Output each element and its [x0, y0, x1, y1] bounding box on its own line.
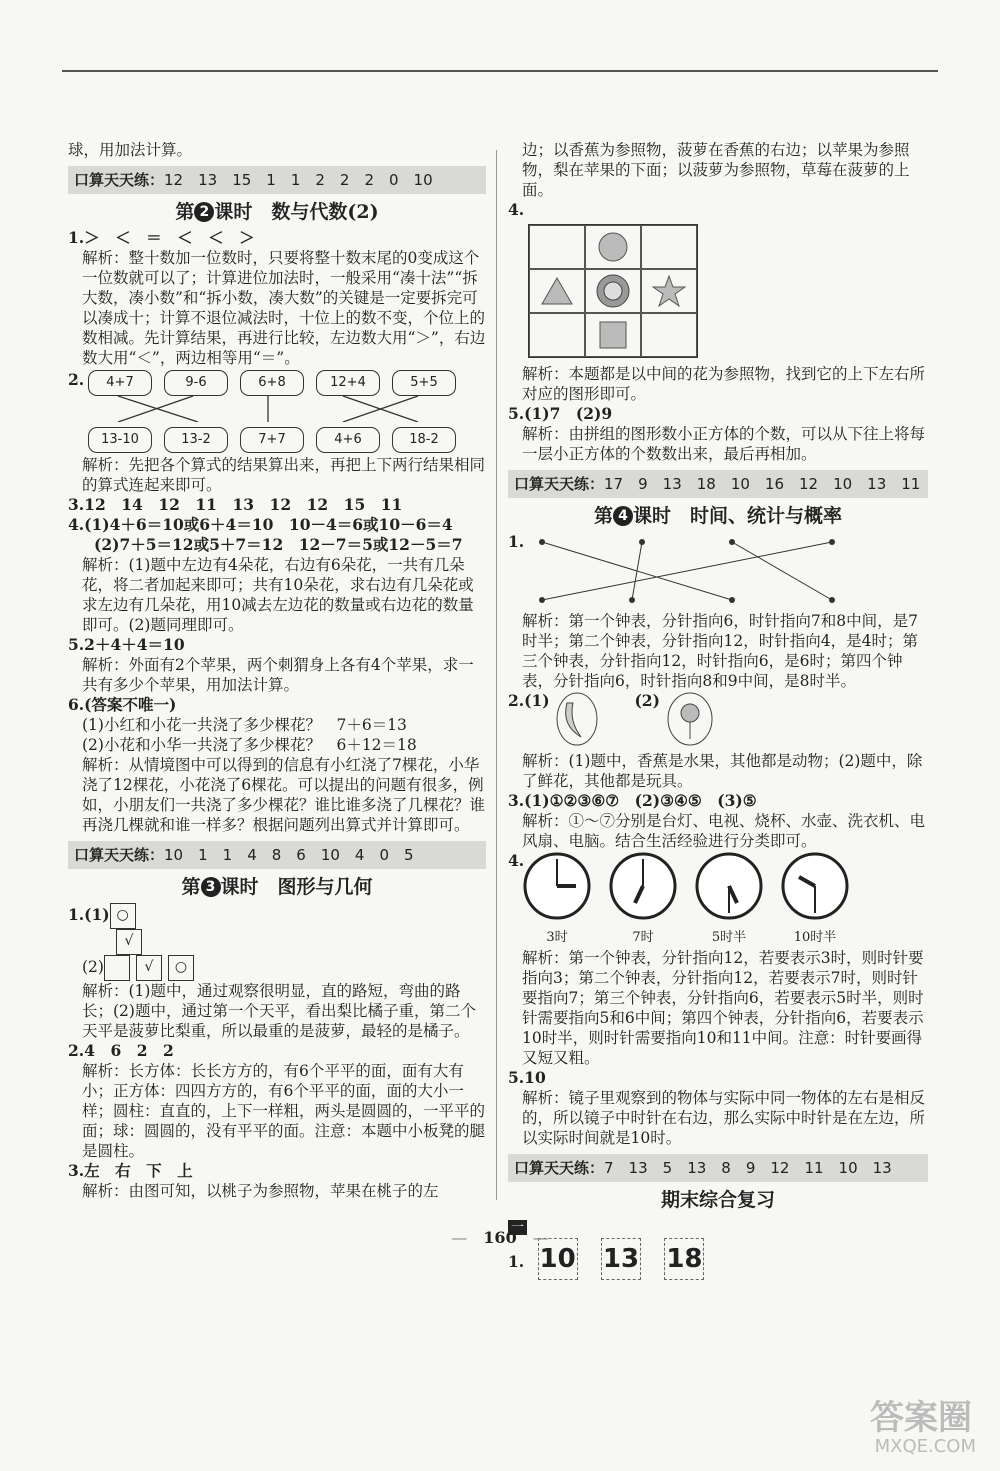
daily-drill-1: 口算天天练：12 13 15 1 1 2 2 2 0 10	[68, 166, 486, 194]
time-question-5: 5.10	[508, 1068, 546, 1087]
right-column	[508, 140, 928, 1280]
final-review-title: 期末综合复习	[660, 1189, 775, 1211]
clock-face: 7时	[608, 851, 678, 948]
geometry-question-2: 2.4 6 2 2	[68, 1041, 174, 1060]
expr-tag: 4+6	[316, 427, 380, 453]
clock-icon	[608, 851, 678, 921]
final-question-1: 1. 10 13 18	[508, 1238, 928, 1280]
triangle-icon	[540, 275, 574, 307]
geometry-analysis-3: 解析：由图可知，以桃子为参照物，苹果在桃子的左	[82, 1182, 439, 1200]
daily-drill-2: 口算天天练：10 1 1 4 8 6 10 4 0 5	[68, 841, 486, 869]
geometry-analysis-2: 解析：长方体：长长方方的，有6个平平的面，面有大有小；正方体：四四方方的，有6个平平的面，面的大小一样；圆柱：直直的，上下一样粗，两头是圆圆的，一平平的面；球：圆圆的，没有平平的面。注意：本题中小板凳的腿是圆柱。	[82, 1062, 486, 1160]
question-4-part-2: (2)7＋5＝12或5＋7＝12 12－7＝5或12－5＝7	[94, 535, 463, 554]
time-analysis-1: 解析：第一个钟表，分针指向6，时针指向7和8中间，是7时半；第二个钟表，分针指向12，时针指向4，是4时；第三个钟表，分针指向12，时针指向6，是6时；第四个钟表，分针指向6，时针指向8和9中间，是8时半。	[522, 612, 918, 690]
top-rule	[62, 70, 938, 72]
analysis-cubes: 解析：由拼组的图形数小正方体的个数，可以从下往上将每一层小正方体的个数数出来，最后再相加。	[522, 425, 926, 463]
expr-tag: 7+7	[240, 427, 304, 453]
expr-tag: 13-10	[88, 427, 152, 453]
question-1: 1.＞ ＜ ＝ ＜ ＜ ＞	[68, 228, 255, 247]
expr-tag: 18-2	[392, 427, 456, 453]
time-question-2: 2.(1) (2)	[508, 691, 928, 751]
expr-tag: 4+7	[88, 370, 152, 396]
lesson-number-badge: 3	[201, 877, 221, 897]
clock-face: 10时半	[780, 851, 850, 948]
time-analysis-2: 解析：(1)题中，香蕉是水果，其他都是动物；(2)题中，除了鲜花，其他都是玩具。	[522, 752, 923, 790]
handwriting-box: 13	[601, 1238, 641, 1280]
clock-row	[522, 851, 928, 948]
clock-icon	[694, 851, 764, 921]
time-analysis-4: 解析：第一个钟表，分针指向12，若要表示3时，则时针要指向3；第二个钟表，分针指向12，若要表示7时，则时针要指向7；第三个钟表，分针指向6，若要表示5时半，则时针需要指向5和6中间；第四个钟表，分针指向6，若要表示10时半，则时针需要指向10和11中间。注意：时针要画得又短又粗。	[522, 949, 924, 1067]
analysis-6: 解析：从情境图中可以得到的信息有小红浇了7棵花，小华浇了12棵花，小花浇了6棵花。可以提出的问题有很多，例如，小朋友们一共浇了多少棵花？谁比谁多浇了几棵花？谁再浇几棵就和谁一样多？根据问题列出算式并计算即可。	[82, 756, 486, 834]
geometry-analysis-1: 解析：(1)题中，通过观察很明显，直的路短，弯曲的路长；(2)题中，通过第一个天平，看出梨比橘子重，第二个天平是菠萝比梨重，所以最重的是菠萝，最轻的是橘子。	[82, 982, 476, 1040]
time-question-4: 4.	[508, 851, 525, 870]
lesson-3-title: 第 3 课时 图形与几何	[181, 876, 373, 898]
banana-icon	[555, 691, 599, 747]
daily-drill-3: 口算天天练：17 9 13 18 10 16 12 10 13 11	[508, 470, 928, 498]
flower-icon	[595, 273, 631, 309]
clock-match-lines	[522, 536, 922, 606]
answer-box-circle: ○	[110, 903, 136, 929]
position-grid	[528, 224, 698, 358]
match-bottom-row	[88, 427, 486, 453]
time-question-1: 1.	[508, 532, 525, 551]
square-icon	[598, 320, 628, 350]
clock-icon	[522, 851, 592, 921]
time-analysis-3: 解析：①～⑦分别是台灯、电视、烧杯、水壶、洗衣机、电风扇、电脑。结合生活经验进行分类即可。	[522, 812, 926, 850]
geometry-question-1-part-2: (2) √ ○	[68, 955, 486, 981]
left-column	[68, 140, 486, 1201]
answer-box-circle: ○	[168, 955, 194, 981]
flower-bouquet-icon	[665, 691, 715, 747]
circle-icon	[597, 231, 629, 263]
question-3: 3.12 14 12 11 13 12 12 15 11	[68, 495, 403, 514]
watermark-logo: 答案圈	[870, 1398, 972, 1438]
continued-analysis: 边；以香蕉为参照物，菠萝在香蕉的右边；以苹果为参照物，梨在苹果的下面；以菠萝为参照物，草莓在菠萝的上面。	[522, 141, 910, 199]
watermark-url: MXQE.COM	[874, 1436, 976, 1457]
page-number: — 160 —	[451, 1228, 549, 1247]
final-section-label: 一	[508, 1216, 928, 1238]
question-5: 5.2＋4＋4＝10	[68, 635, 185, 654]
lesson-number-badge: 4	[613, 506, 633, 526]
lesson-number-badge: 2	[194, 202, 214, 222]
column-divider	[496, 150, 497, 1200]
handwriting-box: 18	[664, 1238, 704, 1280]
analysis-grid: 解析：本题都是以中间的花为参照物，找到它的上下左右所对应的图形即可。	[522, 365, 926, 403]
expr-tag: 6+8	[240, 370, 304, 396]
geometry-question-3: 3.左 右 下 上	[68, 1161, 193, 1180]
lesson-4-title: 第 4 课时 时间、统计与概率	[593, 505, 843, 527]
analysis-5: 解析：外面有2个苹果，两个刺猬身上各有4个苹果，求一共有多少个苹果，用加法计算。	[82, 656, 474, 694]
geometry-answer-row	[68, 929, 486, 955]
match-lines	[88, 396, 468, 422]
question-6-part-2: (2)小花和小华一共浇了多少棵花？ 6＋12＝18	[82, 736, 417, 754]
question-6: 6.(答案不唯一)	[68, 695, 177, 714]
analysis-2: 解析：先把各个算式的结果算出来，再把上下两行结果相同的算式连起来即可。	[82, 456, 486, 494]
question-2: 2.	[68, 370, 85, 389]
lesson-2-title: 第 2 课时 数与代数(2)	[175, 201, 379, 223]
clock-face: 5时半	[694, 851, 764, 948]
geometry-question-1: 1.(1) ○	[68, 903, 486, 929]
expr-tag: 12+4	[316, 370, 380, 396]
expr-tag: 13-2	[164, 427, 228, 453]
answer-box-check: √	[116, 929, 142, 955]
time-analysis-5: 解析：镜子里观察到的物体与实际中同一物体的左右是相反的，所以镜子中时针在右边，那么实际中时针是在左边，所以实际时间就是10时。	[522, 1089, 926, 1147]
analysis-4: 解析：(1)题中左边有4朵花，右边有6朵花，一共有几朵花，将二者加起来即可；共有10朵花，求右边有几朵花或求左边有几朵花，用10减去左边花的数量或右边花的数量即可。(2)题同理即可。	[82, 556, 474, 634]
star-icon	[652, 274, 686, 308]
time-question-3: 3.(1)①②③⑥⑦ (2)③④⑤ (3)⑤	[508, 791, 757, 810]
match-top-row	[88, 370, 486, 396]
answer-box-empty	[104, 955, 130, 981]
clock-face: 3时	[522, 851, 592, 948]
continued-text: 球，用加法计算。	[68, 141, 193, 159]
handwriting-box: 10	[538, 1238, 578, 1280]
expr-tag: 9-6	[164, 370, 228, 396]
answer-box-check: √	[136, 955, 162, 981]
question-6-part-1: (1)小红和小花一共浇了多少棵花？ 7＋6＝13	[82, 716, 407, 734]
daily-drill-4: 口算天天练：7 13 5 13 8 9 12 11 10 13	[508, 1154, 928, 1182]
geometry-question-5: 5.(1)7 (2)9	[508, 404, 613, 423]
question-4-part-1: 4.(1)4＋6＝10或6＋4＝10 10－4＝6或10－6＝4	[68, 515, 453, 534]
analysis-1: 解析：整十数加一位数时，只要将整十数末尾的0变成这个一位数就可以了；计算进位加法时，一般采用“凑十法”“拆大数，凑小数”和“拆小数，凑大数”的关键是一定要拆完可以凑成十；计算不退位减法时，十位上的数不变，个位上的数相减。先计算结果，再进行比较，左边数大用“＞”，右边数大用“＜”，两边相等用“＝”。	[82, 249, 486, 367]
expr-tag: 5+5	[392, 370, 456, 396]
clock-icon	[780, 851, 850, 921]
geometry-question-4: 4.	[508, 200, 525, 219]
